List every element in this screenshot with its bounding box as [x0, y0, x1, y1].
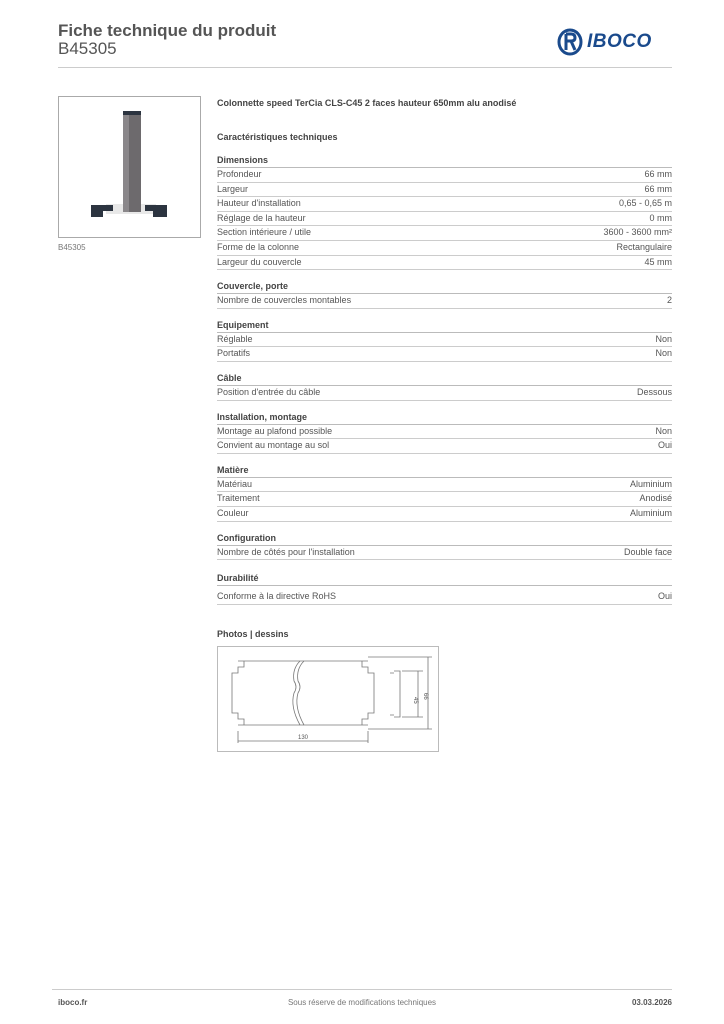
product-title: Colonnette speed TerCia CLS-C45 2 faces hauteur 650mm alu anodisé	[217, 98, 517, 108]
spec-value: 0,65 - 0,65 m	[618, 198, 672, 209]
spec-label: Forme de la colonne	[217, 241, 300, 252]
spec-row	[217, 212, 672, 227]
spec-label: Portatifs	[217, 348, 251, 359]
spec-label: Conforme à la directive RoHS	[217, 591, 337, 602]
spec-value: 66 mm	[644, 183, 672, 194]
spec-value: 2	[666, 295, 672, 306]
spec-label: Convient au montage au sol	[217, 440, 330, 451]
spec-label: Réglage de la hauteur	[217, 212, 306, 223]
footer-divider	[52, 989, 672, 990]
characteristics-title: Caractéristiques techniques	[217, 132, 338, 142]
spec-value: Oui	[657, 591, 672, 602]
section-heading: Installation, montage	[217, 411, 672, 425]
brand-logo	[557, 28, 652, 56]
product-code: B45305	[58, 39, 117, 58]
section-heading: Dimensions	[217, 154, 672, 168]
spec-value: 45 mm	[644, 256, 672, 267]
spec-row	[217, 546, 672, 561]
spec-row	[217, 197, 672, 212]
spec-label: Position d'entrée du câble	[217, 386, 321, 397]
logo-text: IBOCO	[587, 31, 652, 52]
spec-section	[217, 319, 672, 362]
spec-row	[217, 386, 672, 401]
spec-value: Oui	[657, 440, 672, 451]
spec-row	[217, 183, 672, 198]
spec-section	[217, 372, 672, 401]
spec-sections	[217, 154, 672, 605]
section-heading: Matière	[217, 464, 672, 478]
spec-section	[217, 532, 672, 561]
spec-row	[217, 507, 672, 522]
dim-inner: 45	[412, 696, 418, 704]
spec-value: Anodisé	[639, 493, 672, 504]
footer-notice: Sous réserve de modifications techniques	[287, 998, 437, 1007]
section-heading: Couvercle, porte	[217, 280, 672, 294]
spec-content	[217, 96, 672, 752]
column-image	[59, 97, 200, 237]
spec-section	[217, 154, 672, 270]
profile-drawing	[217, 646, 439, 752]
section-heading: Durabilité	[217, 572, 672, 586]
spec-row	[217, 492, 672, 507]
spec-label: Hauteur d'installation	[217, 198, 301, 209]
spec-value: 3600 - 3600 mm²	[603, 227, 672, 238]
spec-value: Non	[655, 333, 672, 344]
photos-title: Photos | dessins	[217, 628, 289, 639]
spec-row	[217, 241, 672, 256]
spec-value: Non	[655, 348, 672, 359]
spec-row	[217, 294, 672, 309]
spec-row	[217, 439, 672, 454]
iboco-logo-icon	[557, 28, 583, 56]
header-divider	[58, 67, 672, 68]
footer-website[interactable]: iboco.fr	[58, 998, 88, 1007]
spec-value: Double face	[623, 546, 672, 557]
spec-row	[217, 226, 672, 241]
section-heading: Câble	[217, 372, 672, 386]
spec-value: 66 mm	[644, 169, 672, 179]
spec-label: Montage au plafond possible	[217, 425, 333, 436]
spec-row	[217, 425, 672, 440]
spec-value: 0 mm	[649, 212, 672, 223]
spec-value: Rectangulaire	[616, 241, 672, 252]
spec-label: Traitement	[217, 493, 260, 504]
photo-caption: B45305	[58, 243, 86, 252]
spec-label: Nombre de côtés pour l'installation	[217, 546, 355, 557]
section-heading: Configuration	[217, 532, 672, 546]
spec-label: Réglable	[217, 333, 253, 344]
spec-label: Section intérieure / utile	[217, 227, 312, 238]
section-heading: Equipement	[217, 319, 672, 333]
spec-section	[217, 464, 672, 522]
spec-label: Nombre de couvercles montables	[217, 295, 352, 306]
spec-value: Aluminium	[629, 478, 672, 489]
dim-width: 130	[297, 734, 309, 741]
spec-value: Aluminium	[629, 507, 672, 518]
spec-label: Largeur	[217, 183, 249, 194]
product-photo	[58, 96, 201, 238]
page-title: Fiche technique du produit	[58, 21, 277, 40]
spec-value: Dessous	[636, 386, 672, 397]
spec-row	[217, 478, 672, 493]
spec-label: Profondeur	[217, 169, 262, 179]
spec-section	[217, 280, 672, 309]
spec-section	[217, 572, 672, 605]
spec-value: Non	[655, 425, 672, 436]
spec-label: Matériau	[217, 478, 253, 489]
footer-date: 03.03.2026	[631, 998, 672, 1007]
profile-outline	[238, 661, 368, 725]
spec-row	[217, 347, 672, 362]
spec-row	[217, 256, 672, 271]
spec-label: Couleur	[217, 507, 249, 518]
spec-section	[217, 411, 672, 454]
spec-row	[217, 590, 672, 605]
spec-label: Largeur du couvercle	[217, 256, 302, 267]
spec-row	[217, 333, 672, 348]
spec-row	[217, 168, 672, 183]
dim-outer: 66	[422, 692, 428, 700]
